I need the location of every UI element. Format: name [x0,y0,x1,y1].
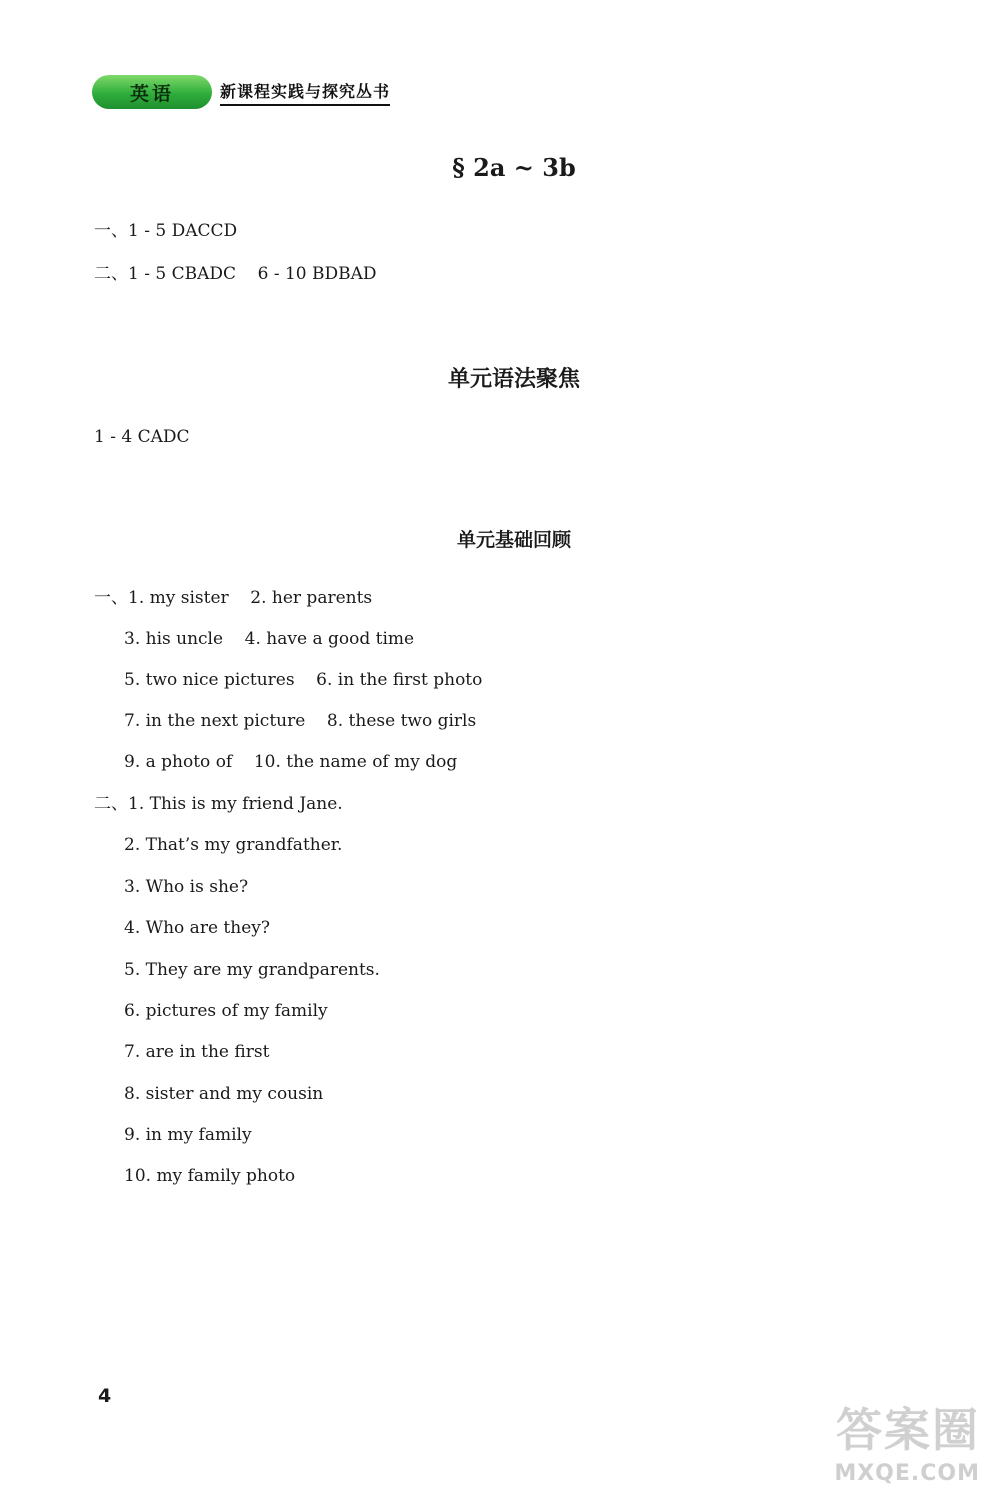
answer-line: 9. a photo of 10. the name of my dog [124,752,458,772]
answer-line: 6. pictures of my family [124,1001,328,1021]
section-title-review: 单元基础回顾 [456,529,571,551]
answer-line: 9. in my family [124,1125,252,1145]
answer-line: 2. That’s my grandfather. [124,835,343,855]
answer-line: 10. my family photo [124,1166,296,1186]
answer-line: 一、1. my sister 2. her parents [94,588,373,608]
answer-line: 3. Who is she? [124,877,249,897]
answer-line: 8. sister and my cousin [124,1084,324,1104]
answer-line: 1 - 4 CADC [94,427,190,447]
section-title-grammar: 单元语法聚焦 [447,367,580,392]
watermark-url: MXQE.COM [834,1461,980,1486]
answer-line: 二、1. This is my friend Jane. [94,794,343,814]
answer-line: 5. two nice pictures 6. in the first photo [124,670,483,690]
answer-line: 7. in the next picture 8. these two girls [124,711,477,731]
answer-line: 一、1 - 5 DACCD [94,221,238,241]
answer-line: 5. They are my grandparents. [124,960,380,980]
subject-badge: 英语 [92,75,212,109]
watermark-text: 答案圈 [836,1403,980,1457]
series-title: 新课程实践与探究丛书 [220,79,390,106]
answer-line: 4. Who are they? [124,918,270,938]
answer-line: 7. are in the first [124,1042,270,1062]
section-title-2a-3b: § 2a ~ 3b [452,153,576,182]
answer-line: 二、1 - 5 CBADC 6 - 10 BDBAD [94,264,377,284]
answer-line: 3. his uncle 4. have a good time [124,629,415,649]
page-header [92,74,390,110]
watermark [768,1394,988,1486]
page-number: 4 [98,1385,112,1407]
